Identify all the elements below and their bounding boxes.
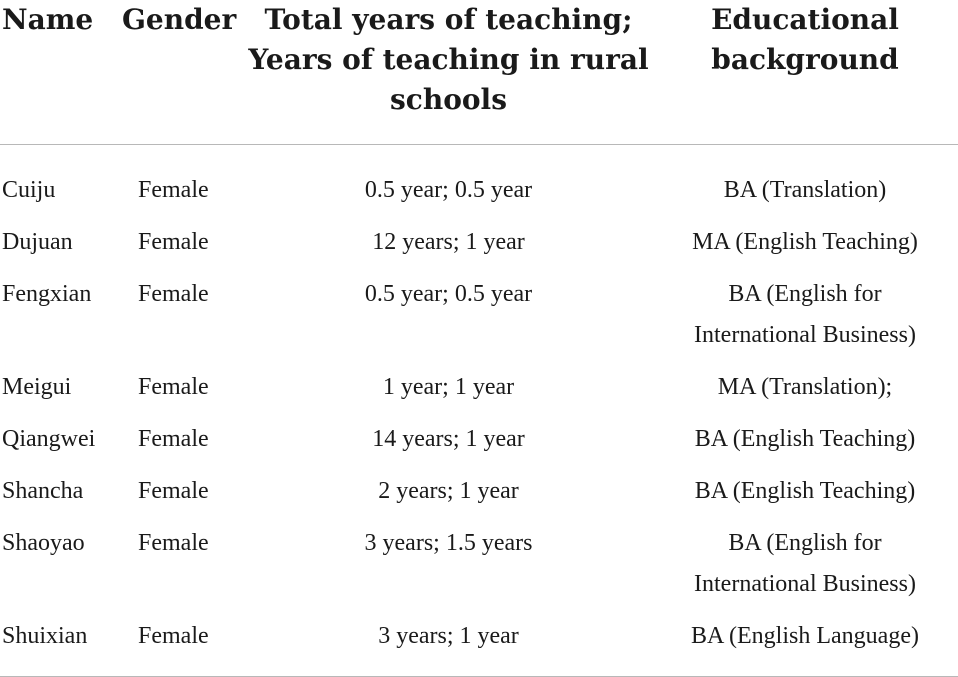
table-body xyxy=(0,145,958,677)
cell-education xyxy=(652,616,958,677)
cell-name: Qiangwei xyxy=(2,426,96,452)
table-row xyxy=(0,523,958,616)
cell-education xyxy=(652,367,958,419)
cell-name: Fengxian xyxy=(2,281,92,307)
cell-education-line: BA (English Teaching) xyxy=(694,478,916,504)
header-years-line: Total years of teaching; xyxy=(264,3,633,36)
table-row xyxy=(0,274,958,367)
header-years-line: Years of teaching in rural xyxy=(248,43,649,76)
cell-years: 3 years; 1.5 years xyxy=(364,530,533,556)
header-education-line: background xyxy=(711,43,899,76)
table-row xyxy=(0,616,958,677)
header-name: Name xyxy=(0,0,120,145)
cell-education xyxy=(652,523,958,616)
cell-gender: Female xyxy=(138,530,209,556)
cell-years: 2 years; 1 year xyxy=(378,478,519,504)
cell-gender: Female xyxy=(138,374,209,400)
cell-education xyxy=(652,274,958,367)
cell-years: 12 years; 1 year xyxy=(372,229,525,255)
cell-education xyxy=(652,222,958,274)
cell-name: Shaoyao xyxy=(2,530,85,556)
table-row xyxy=(0,367,958,419)
table-row xyxy=(0,222,958,274)
cell-name: Dujuan xyxy=(2,229,73,255)
cell-name: Shancha xyxy=(2,478,84,504)
cell-name: Meigui xyxy=(2,374,72,400)
table-row xyxy=(0,419,958,471)
table-row xyxy=(0,471,958,523)
cell-education-line: BA (English Language) xyxy=(691,623,919,649)
cell-years: 14 years; 1 year xyxy=(372,426,525,452)
header-education xyxy=(652,0,958,145)
cell-gender: Female xyxy=(120,616,245,677)
header-education-line: Educational xyxy=(711,3,899,36)
cell-education-line: BA (Translation) xyxy=(723,177,887,203)
cell-gender: Female xyxy=(138,478,209,504)
cell-education-line: International Business) xyxy=(694,322,916,348)
cell-education-line: BA (English Teaching) xyxy=(694,426,916,452)
cell-education xyxy=(652,419,958,471)
cell-education xyxy=(652,145,958,223)
cell-years: 0.5 year; 0.5 year xyxy=(364,281,533,307)
cell-education-line: BA (English for xyxy=(728,281,882,307)
header-row xyxy=(0,0,958,145)
header-gender: Gender xyxy=(120,0,245,145)
cell-education-line: MA (English Teaching) xyxy=(692,229,918,255)
header-years xyxy=(245,0,652,145)
cell-education xyxy=(652,471,958,523)
table-header xyxy=(0,0,958,145)
cell-education-line: International Business) xyxy=(694,571,916,597)
cell-name: Shuixian xyxy=(0,616,120,677)
cell-gender: Female xyxy=(138,426,209,452)
cell-education-line: BA (English for xyxy=(728,530,882,556)
table-row xyxy=(0,145,958,223)
cell-education-line: MA (Translation); xyxy=(717,374,893,400)
cell-name: Cuiju xyxy=(2,177,56,203)
header-years-line: schools xyxy=(390,83,507,116)
cell-years: 3 years; 1 year xyxy=(245,616,652,677)
cell-gender: Female xyxy=(138,177,209,203)
cell-gender: Female xyxy=(138,229,209,255)
cell-years: 1 year; 1 year xyxy=(382,374,515,400)
cell-years: 0.5 year; 0.5 year xyxy=(364,177,533,203)
cell-gender: Female xyxy=(138,281,209,307)
